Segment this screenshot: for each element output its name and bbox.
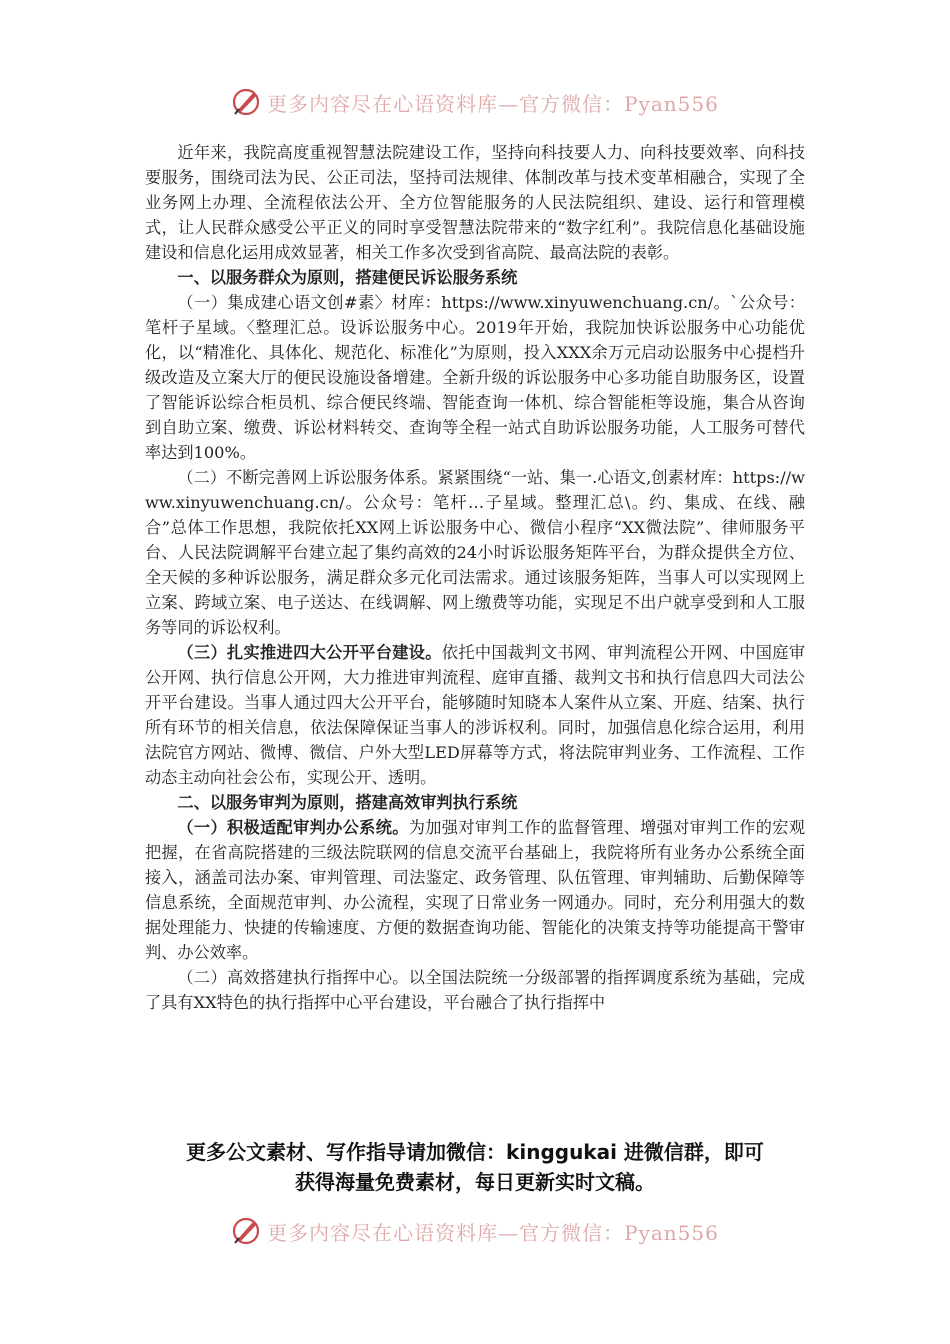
watermark-banner-bottom (0, 1211, 950, 1251)
section-2-paragraph-2: （二）高效搭建执行指挥中心。以全国法院统一分级部署的指挥调度系统为基础，完成了具有XX特色的执行指挥中心平台建设，平台融合了执行指挥中 (145, 968, 805, 1012)
watermark-banner-top (0, 82, 950, 122)
section-2-paragraph-1-text: 为加强对审判工作的监督管理、增强对审判工作的宏观把握，在省高院搭建的三级法院联网的信息交流平台基础上，我院将所有业务办公系统全面接入，涵盖司法办案、审判管理、司法鉴定、政务管理、队伍管理、审判辅助、后勤保障等信息系统，全面规范审判、办公流程，实现了日常业务一网通办。同时，充分利用强大的数据处理能力、快捷的传输速度、方便的数据查询功能、智能化的决策支持等功能提高干警审判、办公效率。 (145, 818, 806, 962)
section-2-paragraph-1-lead: （一）积极适配审判办公系统。 (177, 818, 409, 837)
section-1-paragraph-3 (145, 640, 805, 790)
section-1-paragraph-3-lead: （三）扎实推进四大公开平台建设。 (177, 643, 442, 662)
section-1-paragraph-1: （一）集成建心语文创#素〉材库：https://www.xinyuwenchuang.cn/。`公众号：笔杆子星域。〈整理汇总。设诉讼服务中心。2019年开始，我院加快诉讼服务中心功能优化，以“精准化、具体化、规范化、标准化”为原则，投入XXX余万元启动讼服务中心提档升级改造及立案大厅的便民设施设备增建。全新升级的诉讼服务中心多功能自助服务区，设置了智能诉讼综合柜员机、综合便民终端、智能查询一体机、综合智能柜等设施，集合从咨询到自助立案、缴费、诉讼材料转交、查询等全程一站式自助诉讼服务功能，人工服务可替代率达到100%。 (145, 293, 805, 462)
watermark-text-top: 更多内容尽在心语资料库—官方微信：Pyan556 (267, 91, 719, 116)
quill-logo-icon (231, 87, 261, 117)
section-2-heading: 二、以服务审判为原则，搭建高效审判执行系统 (177, 793, 518, 812)
promo-line-2: 获得海量免费素材，每日更新实时文稿。 (295, 1170, 655, 1194)
section-2-paragraph-1 (145, 815, 805, 965)
section-1-paragraph-2: （二）不断完善网上诉讼服务体系。紧紧围绕“一站、集一.心语文,创素材库：https://www.xinyuwenchuang.cn/。公众号：笔杆…子星域。整理汇总\。约、集成、在线、融合”总体工作思想，我院依托XX网上诉讼服务中心、微信小程序“XX微法院”、律师服务平台、人民法院调解平台建立起了集约高效的24小时诉讼服务矩阵平台，为群众提供全方位、全天候的多种诉讼服务，满足群众多元化司法需求。通过该服务矩阵，当事人可以实现网上立案、跨域立案、电子送达、在线调解、网上缴费等功能，实现足不出户就享受到和人工服务等同的诉讼权利。 (145, 468, 805, 637)
section-1-paragraph-3-text: 依托中国裁判文书网、审判流程公开网、中国庭审公开网、执行信息公开网，大力推进审判流程、庭审直播、裁判文书和执行信息四大司法公开平台建设。当事人通过四大公开平台，能够随时知晓本人案件从立案、开庭、结案、执行所有环节的相关信息，依法保障保证当事人的涉诉权利。同时，加强信息化综合运用，利用法院官方网站、微博、微信、户外大型LED屏幕等方式，将法院审判业务、工作流程、工作动态主动向社会公布，实现公开、透明。 (145, 643, 806, 787)
section-1-heading: 一、以服务群众为原则，搭建便民诉讼服务系统 (177, 268, 518, 287)
watermark-text-bottom: 更多内容尽在心语资料库—官方微信：Pyan556 (267, 1220, 719, 1245)
intro-paragraph: 近年来，我院高度重视智慧法院建设工作，坚持向科技要人力、向科技要效率、向科技要服务，围绕司法为民、公正司法，坚持司法规律、体制改革与技术变革相融合，实现了全业务网上办理、全流程依法公开、全方位智能服务的人民法院组织、建设、运行和管理模式，让人民群众感受公平正义的同时享受智慧法院带来的“数字红利”。我院信息化基础设施建设和信息化运用成效显著，相关工作多次受到省高院、最高法院的表彰。 (145, 143, 805, 262)
quill-logo-icon (231, 1216, 261, 1246)
promo-notice (145, 1137, 805, 1197)
promo-line-1: 更多公文素材、写作指导请加微信：kinggukai 进微信群，即可 (186, 1140, 764, 1164)
document-body (145, 140, 805, 1015)
